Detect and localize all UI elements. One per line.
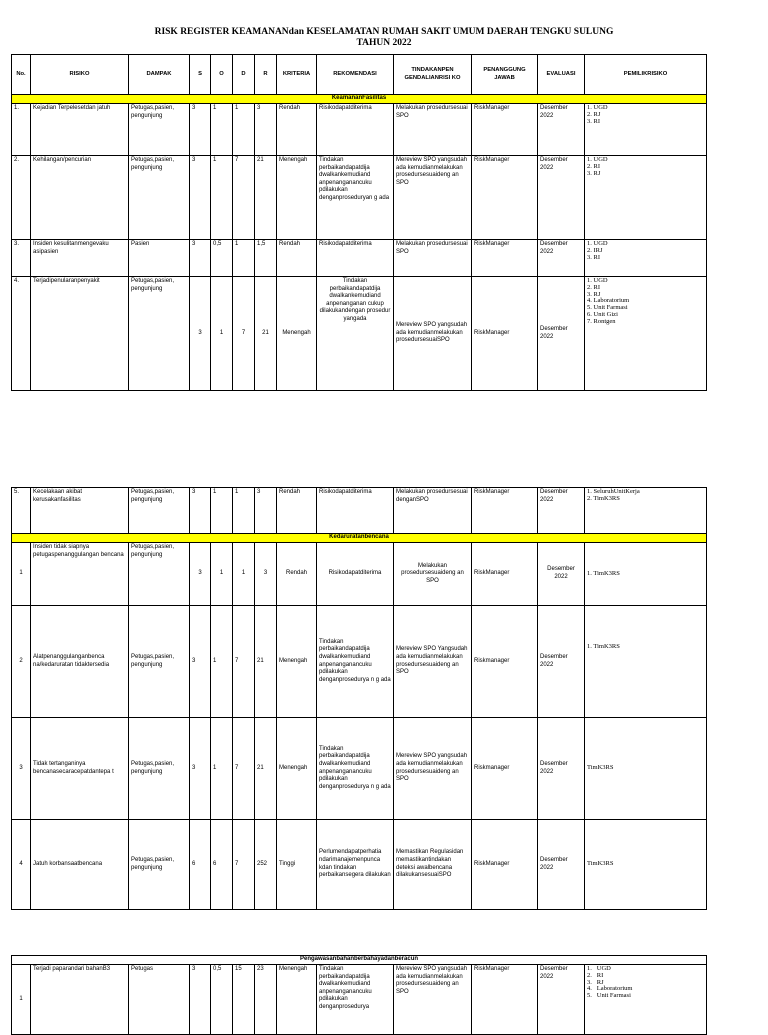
owner-item: 2. RI [587,971,604,979]
cell-d: 1 [233,104,255,156]
section-row-pengawasan [12,956,707,965]
cell-evaluasi: Desember 2022 [538,488,585,534]
cell-s: 3 [190,965,211,1035]
cell-dampak: Petugas,pasien, pengunjung [129,718,190,820]
cell-dampak: Petugas,pasien, pengunjung [129,104,190,156]
cell-risiko: Kehilangan/pencurian [31,156,129,240]
cell-evaluasi: Desember 2022 [538,718,585,820]
cell-dampak: Petugas,pasien, pengunjung [129,156,190,240]
cell-no: 3 [12,718,31,820]
cell-o: 1 [211,104,233,156]
cell-pemilik [585,240,707,277]
header-risiko: RISIKO [31,55,129,95]
title-line-1: RISK REGISTER KEAMANANdan KESELAMATAN RUMAH SAKIT UMUM DAERAH TENGKU SULUNG [154,27,614,37]
cell-rekomendasi: Tindakan perbaikandapatdija dwalkankemudiand anpenanganancuku pdilakukan denganprosedurya [317,965,394,1035]
cell-o: 0,5 [211,965,233,1035]
cell-r: 21 [255,156,277,240]
owner-item: 1. TimK3RS [587,643,620,650]
owner-item: 3. RJ [587,290,601,298]
owner-item: 3. RI [587,253,600,261]
cell-risiko: Insiden tidak siapnya petugaspenanggulangan bencana [31,543,129,606]
owner-item: 1. UGD [587,277,608,284]
cell-no: 4. [12,277,31,391]
cell-o: 1 [211,488,233,534]
owner-item: 1. UGD [587,156,608,163]
cell-kriteria: Rendah [277,543,317,606]
cell-penanggung-jawab: RiskManager [472,240,538,277]
cell-d: 7 [233,718,255,820]
section-title-kedaruratan: Kedaruratanbencana [12,534,707,543]
cell-risiko: Jatuh korbansaatbencana [31,820,129,910]
cell-rekomendasi: Tindakan perbaikandapatdija dwalkankemudiand anpenanganancuku pdilakukan denganproseduryan g ada [317,156,394,240]
table-row [12,488,707,534]
cell-d: 15 [233,965,255,1035]
cell-evaluasi: Desember 2022 [538,965,585,1035]
table-row [12,104,707,156]
owner-item: 1. UGD [587,965,611,972]
owner-item: 6. Unit Gizi [587,310,618,318]
cell-tindakan: Melakukan prosedursesuai denganSPO [394,488,472,534]
cell-tindakan: Melakukan prosedursesuai SPO [394,104,472,156]
page-title [0,27,768,49]
section-row-kedaruratan [12,534,707,543]
cell-kriteria: Menengah [277,606,317,718]
cell-penanggung-jawab: RiskManager [472,488,538,534]
cell-rekomendasi: Risikodapatditerima [317,104,394,156]
header-no: No. [12,55,31,95]
cell-d: 7 [233,277,255,391]
cell-no: 3. [12,240,31,277]
cell-rekomendasi: Risikodapatditerima [317,488,394,534]
cell-o: 6 [211,820,233,910]
owner-item: TimK3RS [587,764,614,772]
cell-kriteria: Rendah [277,488,317,534]
cell-s: 3 [190,488,211,534]
owner-item: 1. UGD [587,104,608,111]
table-row [12,240,707,277]
cell-no: 2 [12,606,31,718]
cell-risiko: Alatpenanggulanganbenca na/kedaruratan tidaktersedia [31,606,129,718]
cell-r: 3 [255,543,277,606]
cell-d: 1 [233,488,255,534]
cell-penanggung-jawab: RiskManager [472,820,538,910]
cell-tindakan: Melakukan prosedursesuai SPO [394,240,472,277]
cell-pemilik [585,277,707,391]
table-row [12,606,707,718]
header-r: R [255,55,277,95]
cell-d: 1 [233,240,255,277]
owner-item: 4. Laboratorium [587,297,630,305]
header-evaluasi: EVALUASI [538,55,585,95]
header-penanggung-jawab: PENANGGUNG JAWAB [472,55,538,95]
table-row [12,965,707,1035]
title-line-2: TAHUN 2022 [356,38,412,48]
cell-dampak: Petugas,pasien, pengunjung [129,277,190,391]
cell-penanggung-jawab: RiskManager [472,156,538,240]
table-row [12,156,707,240]
cell-s: 3 [190,718,211,820]
cell-risiko: Terjadi paparandari bahanB3 [31,965,129,1035]
cell-dampak: Petugas,pasien, pengunjung [129,820,190,910]
cell-pemilik [585,488,707,534]
table-row [12,277,707,391]
cell-r: 21 [255,606,277,718]
cell-rekomendasi: Tindakan perbaikandapatdija dwalkankemudiand anpenanganancuku pdilakukan denganprosedurya n g ada [317,718,394,820]
cell-s: 3 [190,606,211,718]
owner-item: 4. Laboratorium [587,985,633,993]
cell-o: 1 [211,718,233,820]
cell-kriteria: Rendah [277,240,317,277]
owner-item: 1. TimK3RS [587,569,620,577]
header-row [12,55,707,95]
cell-s: 3 [190,277,211,391]
cell-tindakan: Melakukan prosedursesuaideng an SPO [394,543,472,606]
cell-d: 1 [233,543,255,606]
owner-item: 2. TimK3RS [587,494,620,502]
cell-risiko: Terjadipenularanpenyakit [31,277,129,391]
cell-pemilik [585,156,707,240]
cell-evaluasi: Desember 2022 [538,543,585,606]
cell-tindakan: Mereview SPO yangsudah ada kemudianmelakukan prosedursesuaideng an SPO [394,718,472,820]
cell-r: 1,5 [255,240,277,277]
table-row [12,718,707,820]
cell-evaluasi: Desember 2022 [538,820,585,910]
owner-item: 3. RI [587,117,600,125]
header-pemilik-risiko: PEMILIKRISIKO [585,55,707,95]
cell-o: 1 [211,277,233,391]
cell-s: 3 [190,543,211,606]
risk-table-3 [11,955,707,1035]
cell-kriteria: Rendah [277,104,317,156]
cell-pemilik [585,718,707,820]
owner-item: 2. RI [587,162,600,170]
cell-o: 1 [211,606,233,718]
cell-s: 6 [190,820,211,910]
cell-no: 1 [12,543,31,606]
header-kriteria: KRITERIA [277,55,317,95]
cell-penanggung-jawab: Riskmanager [472,606,538,718]
owner-item: 2. RJ [587,110,601,118]
section-title-keamanan: KeamananFasilitas [12,95,707,104]
cell-dampak: Petugas,pasien, pengunjung [129,543,190,606]
cell-rekomendasi: Tindakan perbaikandapatdija dwalkankemudiand anpenanganancuku pdilakukan denganprosedurya n g ada [317,606,394,718]
cell-no: 1. [12,104,31,156]
cell-r: 23 [255,965,277,1035]
cell-penanggung-jawab: RiskManager [472,543,538,606]
cell-evaluasi: Desember 2022 [538,606,585,718]
cell-o: 1 [211,543,233,606]
cell-rekomendasi: Tindakan perbaikandapatdija dwalkankemudiand anpenanganan cukup dilakukandengan prosedur yangada [317,277,394,391]
cell-pemilik [585,820,707,910]
owner-item: 1. UGD [587,240,608,247]
header-rekomendasi: REKOMENDASI [317,55,394,95]
cell-kriteria: Menengah [277,277,317,391]
cell-s: 3 [190,104,211,156]
cell-tindakan: Mereview SPO yangsudah ada kemudianmelakukan prosedursesuaideng an SPO [394,156,472,240]
cell-kriteria: Tinggi [277,820,317,910]
owner-item: 1. SeluruhUnitKerja [587,488,640,495]
cell-r: 21 [255,718,277,820]
cell-o: 1 [211,156,233,240]
cell-evaluasi: Desember 2022 [538,277,585,391]
cell-risiko: Kecelakaan akibat kerusakanfasilitas [31,488,129,534]
cell-evaluasi: Desember 2022 [538,240,585,277]
cell-rekomendasi: Perlumendapatperhatia ndarimanajemenpunca kdan tindakan perbaikansegera dilakukan [317,820,394,910]
owner-item: 5. Unit Farmasi [587,992,631,1000]
owner-item: 3. RJ [587,978,604,986]
cell-pemilik [585,606,707,718]
cell-d: 7 [233,156,255,240]
owner-item: 3. RJ [587,169,601,177]
header-s: S [190,55,211,95]
section-title-pengawasan: Pengawasanbahanberbahayadanberacun [12,956,707,965]
owner-item: 2. IRJ [587,246,603,254]
cell-r: 252 [255,820,277,910]
cell-penanggung-jawab: RiskManager [472,965,538,1035]
header-dampak: DAMPAK [129,55,190,95]
cell-dampak: Petugas,pasien, pengunjung [129,606,190,718]
cell-r: 3 [255,104,277,156]
cell-risiko: Insiden kesulitanmengevaku asipasien [31,240,129,277]
cell-dampak: Petugas,pasien, pengunjung [129,488,190,534]
cell-penanggung-jawab: RiskManager [472,104,538,156]
cell-kriteria: Menengah [277,718,317,820]
header-tindakan: TINDAKANPEN GENDALIANRISI KO [394,55,472,95]
cell-rekomendasi: Risikodapatditerima [317,543,394,606]
cell-r: 3 [255,488,277,534]
cell-o: 0,5 [211,240,233,277]
cell-evaluasi: Desember 2022 [538,104,585,156]
cell-dampak: Pasien [129,240,190,277]
cell-rekomendasi: Risikodapatditerima [317,240,394,277]
cell-no: 5. [12,488,31,534]
cell-kriteria: Menengah [277,156,317,240]
section-row-keamanan [12,95,707,104]
owner-item: 5. Unit Farmasi [587,304,628,312]
cell-kriteria: Menengah [277,965,317,1035]
risk-table-1 [11,54,707,391]
cell-tindakan: Mereview SPO yangsudah ada kemudianmelakukan prosedursesuaiSPO [394,277,472,391]
cell-d: 7 [233,606,255,718]
table-row [12,820,707,910]
cell-r: 21 [255,277,277,391]
cell-evaluasi: Desember 2022 [538,156,585,240]
header-d: D [233,55,255,95]
cell-no: 1 [12,965,31,1035]
cell-s: 3 [190,156,211,240]
cell-penanggung-jawab: RiskManager [472,277,538,391]
cell-pemilik [585,104,707,156]
cell-s: 3 [190,240,211,277]
cell-tindakan: Mereview SPO yangsudah ada kemudianmelakukan prosedursesuaideng an SPO [394,965,472,1035]
cell-tindakan: Mereview SPO Yangsudah ada kemudianmelakukan prosedursesuaideng an SPO [394,606,472,718]
table-row [12,543,707,606]
cell-risiko: Kejadian Terpelesetdan jatuh [31,104,129,156]
risk-table-2 [11,487,707,910]
cell-pemilik [585,543,707,606]
cell-pemilik [585,965,707,1035]
cell-penanggung-jawab: Riskmanager [472,718,538,820]
cell-no: 4 [12,820,31,910]
cell-tindakan: Memastikan Regulasidan memastikantindakan deteksi awalbencana dilakukansesuaiSPO [394,820,472,910]
cell-no: 2. [12,156,31,240]
cell-d: 7 [233,820,255,910]
cell-risiko: Tidak tertanganinya bencanasecaracepatdantepa t [31,718,129,820]
owner-item: 7. Rontgen [587,317,616,325]
header-o: O [211,55,233,95]
cell-dampak: Petugas [129,965,190,1035]
owner-item: 2. RI [587,283,600,291]
owner-item: TimK3RS [587,860,614,868]
